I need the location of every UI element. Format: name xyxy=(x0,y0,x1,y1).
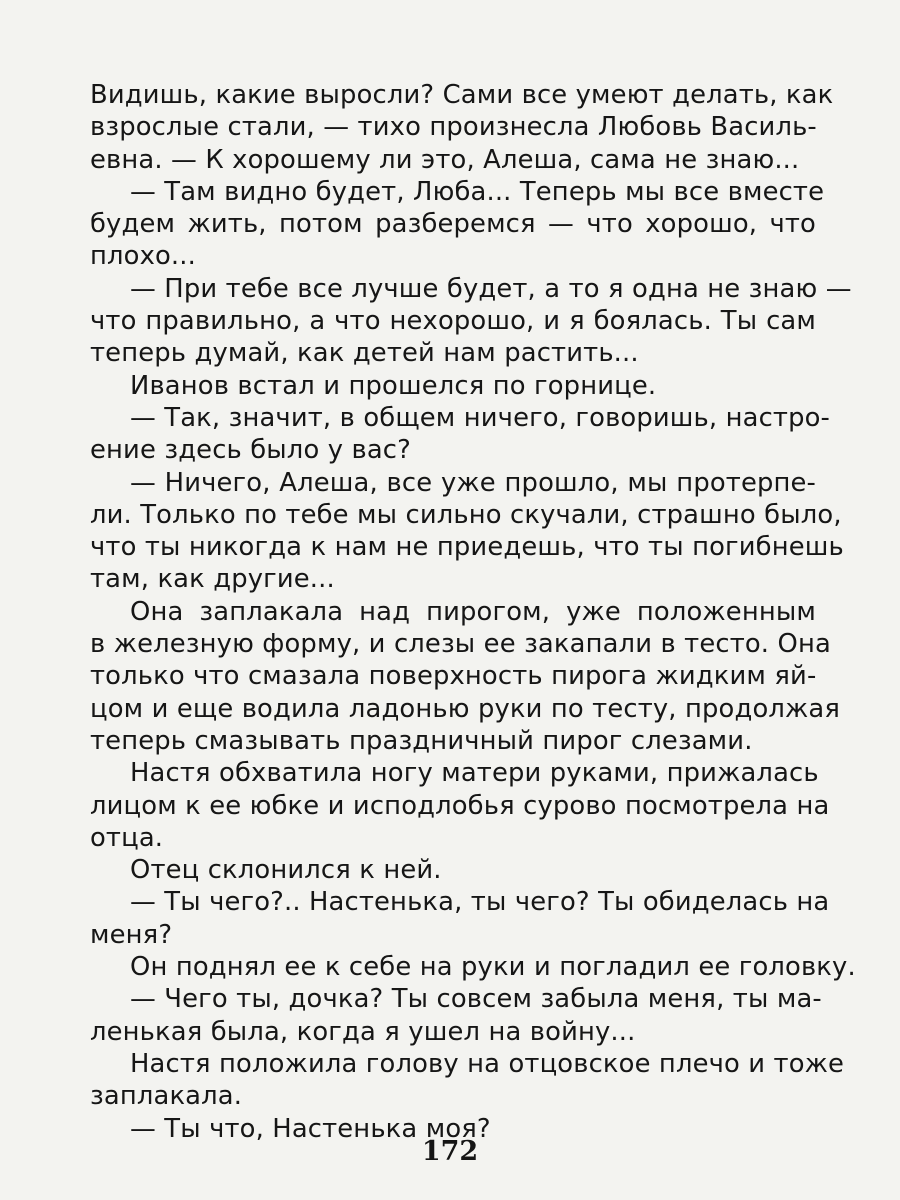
text-line: Настя обхватила ногу матери руками, прижалась xyxy=(130,758,819,789)
text-line: евна. — К хорошему ли это, Алеша, сама не знаю... xyxy=(90,144,800,175)
text-line: — Ничего, Алеша, все уже прошло, мы протерпе- xyxy=(130,467,816,498)
text-line: — Ты что, Настенька моя? xyxy=(130,1113,491,1144)
text-line: что правильно, а что нехорошо, и я боялась. Ты сам xyxy=(90,306,816,337)
page-number: 172 xyxy=(421,1136,479,1167)
text-line: отца. xyxy=(90,822,164,853)
text-line: — Чего ты, дочка? Ты совсем забыла меня, ты ма- xyxy=(130,984,822,1015)
text-line: Он поднял ее к себе на руки и погладил ее головку. xyxy=(130,952,856,983)
text-line: в железную форму, и слезы ее закапали в тесто. Она xyxy=(90,629,831,660)
text-line: — Ты чего?.. Настенька, ты чего? Ты обиделась на xyxy=(130,887,830,918)
text-line: только что смазала поверхность пирога жидким яй- xyxy=(90,661,817,692)
text-line: ение здесь было у вас? xyxy=(90,435,411,466)
text-line: заплакала. xyxy=(90,1081,243,1112)
text-line: Отец склонился к ней. xyxy=(130,855,442,886)
text-line: — При тебе все лучше будет, а то я одна не знаю — xyxy=(130,273,852,304)
text-line: что ты никогда к нам не приедешь, что ты погибнешь xyxy=(90,532,844,563)
text-line: будем жить, потом разберемся — что хорошо, что xyxy=(90,209,816,240)
text-line: теперь думай, как детей нам растить... xyxy=(90,338,639,369)
text-line: ли. Только по тебе мы сильно скучали, страшно было, xyxy=(90,499,842,530)
text-line: — Там видно будет, Люба... Теперь мы все вместе xyxy=(130,176,825,207)
text-line: лицом к ее юбке и исподлобья сурово посмотрела на xyxy=(90,790,830,821)
text-line: — Так, значит, в общем ничего, говоришь, настро- xyxy=(130,402,830,433)
text-line: теперь смазывать праздничный пирог слезами. xyxy=(90,725,753,756)
text-line: Она заплакала над пирогом, уже положенным xyxy=(130,596,816,627)
text-line: Видишь, какие выросли? Сами все умеют делать, как xyxy=(90,80,834,110)
text-line: плохо... xyxy=(90,241,196,272)
text-line: там, как другие... xyxy=(90,564,335,595)
text-line: цом и еще водила ладонью руки по тесту, продолжая xyxy=(90,693,841,724)
text-line: Настя положила голову на отцовское плечо и тоже xyxy=(130,1048,845,1079)
text-line: Иванов встал и прошелся по горнице. xyxy=(130,370,657,401)
text-line: меня? xyxy=(90,919,173,950)
body-text xyxy=(90,79,856,1145)
text-line: ленькая была, когда я ушел на войну... xyxy=(90,1016,636,1047)
text-line: взрослые стали, — тихо произнесла Любовь Василь- xyxy=(90,112,817,143)
